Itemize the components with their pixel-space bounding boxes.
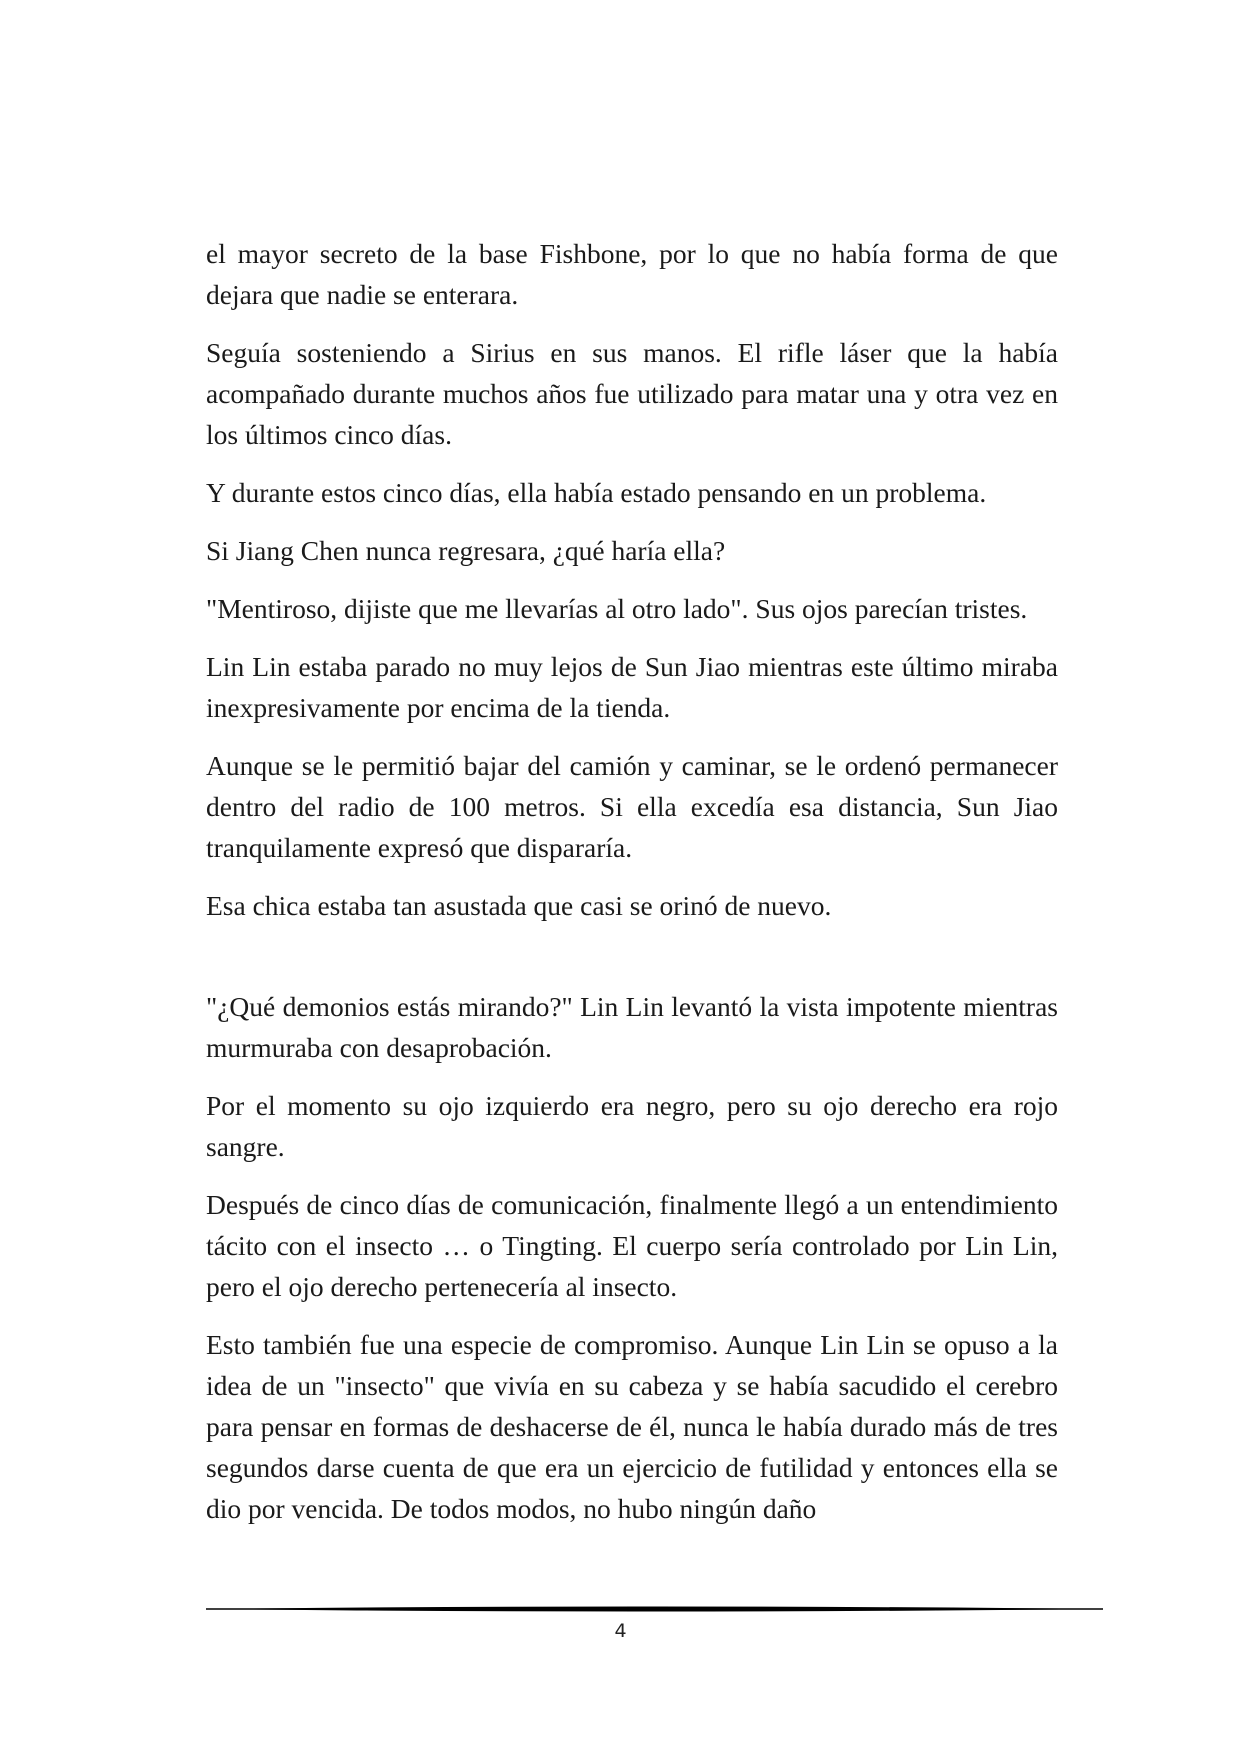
paragraph-5: "Mentiroso, dijiste que me llevarías al otro lado". Sus ojos parecían tristes. (206, 593, 1028, 624)
paragraph-1: el mayor secreto de la base Fishbone, por lo que no había forma de que dejara que nadie se enterara. (206, 238, 1058, 310)
page-number: 4 (614, 1620, 627, 1642)
text-body (206, 233, 1058, 1546)
paragraph-11: Después de cinco días de comunicación, finalmente llegó a un entendimiento tácito con el insecto … o Tingting. El cuerpo sería controlado por Lin Lin, pero el ojo derecho pertenecería al insecto. (206, 1189, 1058, 1302)
paragraph-9: "¿Qué demonios estás mirando?" Lin Lin levantó la vista impotente mientras murmuraba con desaprobación. (206, 991, 1058, 1063)
paragraph-2: Seguía sosteniendo a Sirius en sus manos. El rifle láser que la había acompañado durante muchos años fue utilizado para matar una y otra vez en los últimos cinco días. (206, 337, 1058, 450)
footer-divider (206, 1604, 1103, 1614)
paragraph-12: Esto también fue una especie de compromiso. Aunque Lin Lin se opuso a la idea de un "insecto" que vivía en su cabeza y se había sacudido el cerebro para pensar en formas de deshacerse de él, nunca le había durado más de tres segundos darse cuenta de que era un ejercicio de futilidad y entonces ella se dio por vencida. De todos modos, no hubo ningún daño (206, 1329, 1058, 1524)
paragraph-3: Y durante estos cinco días, ella había estado pensando en un problema. (206, 477, 987, 508)
paragraph-10: Por el momento su ojo izquierdo era negro, pero su ojo derecho era rojo sangre. (206, 1090, 1058, 1162)
paragraph-4: Si Jiang Chen nunca regresara, ¿qué haría ella? (206, 535, 726, 566)
paragraph-6: Lin Lin estaba parado no muy lejos de Sun Jiao mientras este último miraba inexpresivamente por encima de la tienda. (206, 651, 1058, 723)
paragraph-7: Aunque se le permitió bajar del camión y caminar, se le ordenó permanecer dentro del radio de 100 metros. Si ella excedía esa distancia, Sun Jiao tranquilamente expresó que dispararía. (206, 750, 1058, 863)
paragraph-8: Esa chica estaba tan asustada que casi se orinó de nuevo. (206, 890, 832, 921)
